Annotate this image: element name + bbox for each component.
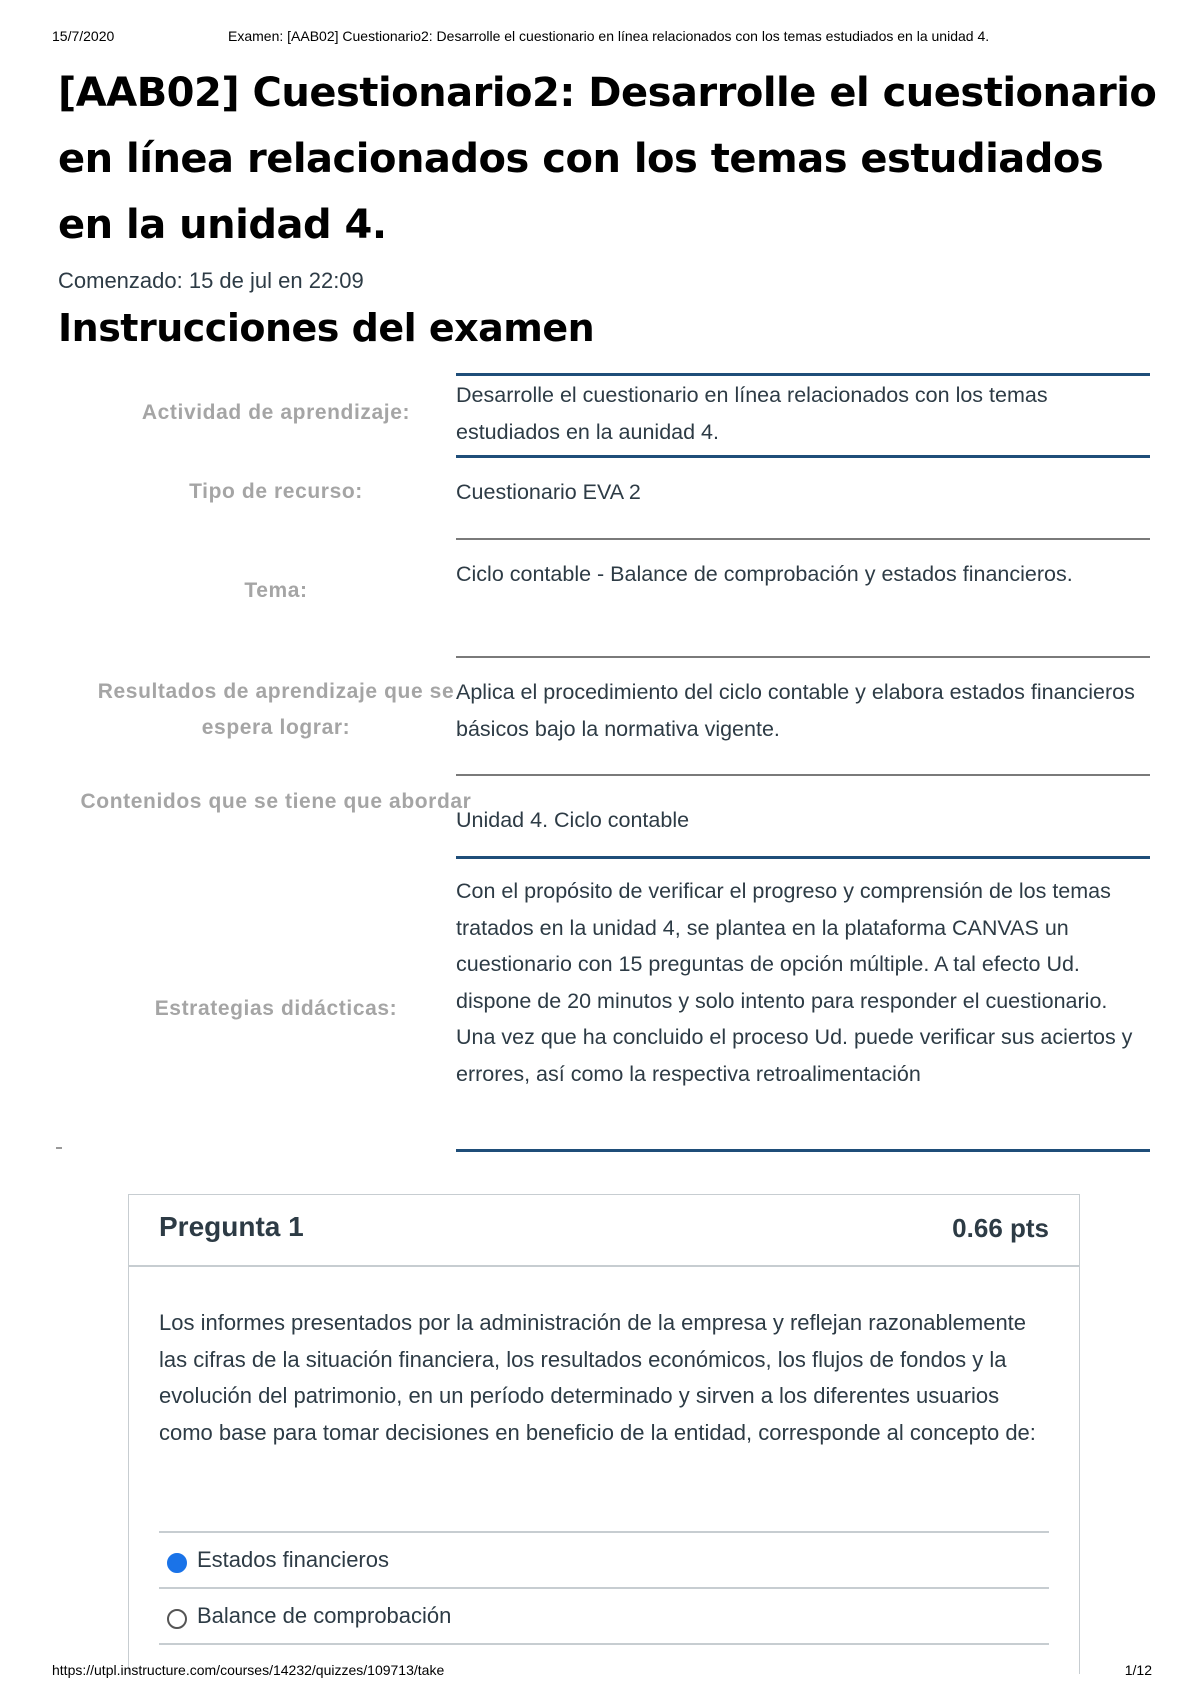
instruction-label-topic: Tema: <box>244 579 308 602</box>
instruction-label-learning-results: Resultados de aprendizaje que se espera lograr: <box>97 680 455 739</box>
started-timestamp: Comenzado: 15 de jul en 22:09 <box>58 268 364 293</box>
instruction-value-resource-type: Cuestionario EVA 2 <box>456 480 641 504</box>
instruction-value-learning-results: Aplica el procedimiento del ciclo contable y elabora estados financieros básicos bajo la normativa vigente. <box>456 680 1135 741</box>
answer-divider <box>159 1643 1049 1651</box>
instruction-label-strategies: Estrategias didácticas: <box>154 997 398 1020</box>
print-footer <box>0 1662 1200 1682</box>
question-number: Pregunta 1 <box>159 1211 304 1242</box>
quiz-title: [AAB02] Cuestionario2: Desarrolle el cuestionario en línea relacionados con los temas estudiados en la unidad 4. <box>58 70 1157 248</box>
table-divider <box>456 1149 1150 1152</box>
table-divider <box>456 538 1150 540</box>
table-divider <box>456 774 1150 776</box>
answer-option-estados-financieros[interactable] <box>159 1531 1049 1587</box>
instruction-value-activity: Desarrolle el cuestionario en línea relacionados con los temas estudiados en la aunidad 4. <box>456 383 1048 444</box>
instructions-heading: Instrucciones del examen <box>58 306 595 350</box>
question-text: Los informes presentados por la administración de la empresa y reflejan razonablemente las cifras de la situación financiera, los resultados económicos, los flujos de fondos y la evolución del patrimonio, en un período determinado y sirven a los diferentes usuarios como base para tomar decisiones en beneficio de la entidad, corresponde al concepto de: <box>159 1310 1036 1445</box>
divider-mark <box>56 1147 62 1149</box>
answer-label[interactable]: Estados financieros <box>197 1547 389 1572</box>
table-divider <box>456 373 1150 376</box>
print-page-title: Examen: [AAB02] Cuestionario2: Desarrolle el cuestionario en línea relacionados con los temas estudiados en la unidad 4. <box>228 28 990 44</box>
instruction-value-strategies: Con el propósito de verificar el progreso y comprensión de los temas tratados en la unidad 4, se plantea en la plataforma CANVAS un cuestionario con 15 preguntas de opción múltiple. A tal efecto Ud. dispone de 20 minutos y solo intento para responder el cuestionario. Una vez que ha concluido el proceso Ud. puede verificar sus aciertos y errores, así como la respectiva retroalimentación <box>456 879 1133 1086</box>
radio-unselected-icon[interactable] <box>167 1609 187 1629</box>
instruction-value-topic: Ciclo contable - Balance de comprobación y estados financieros. <box>456 562 1073 586</box>
question-card <box>128 1194 1080 1674</box>
instruction-label-contents: Contenidos que se tiene que abordar <box>80 790 472 813</box>
print-page-number: 1/12 <box>1124 1662 1152 1678</box>
table-divider <box>456 656 1150 658</box>
instruction-label-resource-type: Tipo de recurso: <box>189 480 363 503</box>
answer-list <box>159 1531 1049 1651</box>
answer-label[interactable]: Balance de comprobación <box>197 1603 452 1628</box>
question-points: 0.66 pts <box>952 1213 1049 1243</box>
instruction-value-contents: Unidad 4. Ciclo contable <box>456 808 690 832</box>
radio-selected-icon[interactable] <box>167 1553 187 1573</box>
instruction-label-activity: Actividad de aprendizaje: <box>141 401 411 424</box>
table-divider <box>456 856 1150 859</box>
print-date: 15/7/2020 <box>52 28 115 44</box>
print-url: https://utpl.instructure.com/courses/14232/quizzes/109713/take <box>52 1662 445 1678</box>
print-header <box>0 28 1200 48</box>
table-divider <box>456 455 1150 458</box>
answer-option-balance-comprobacion[interactable] <box>159 1587 1049 1643</box>
question-header <box>129 1195 1079 1267</box>
